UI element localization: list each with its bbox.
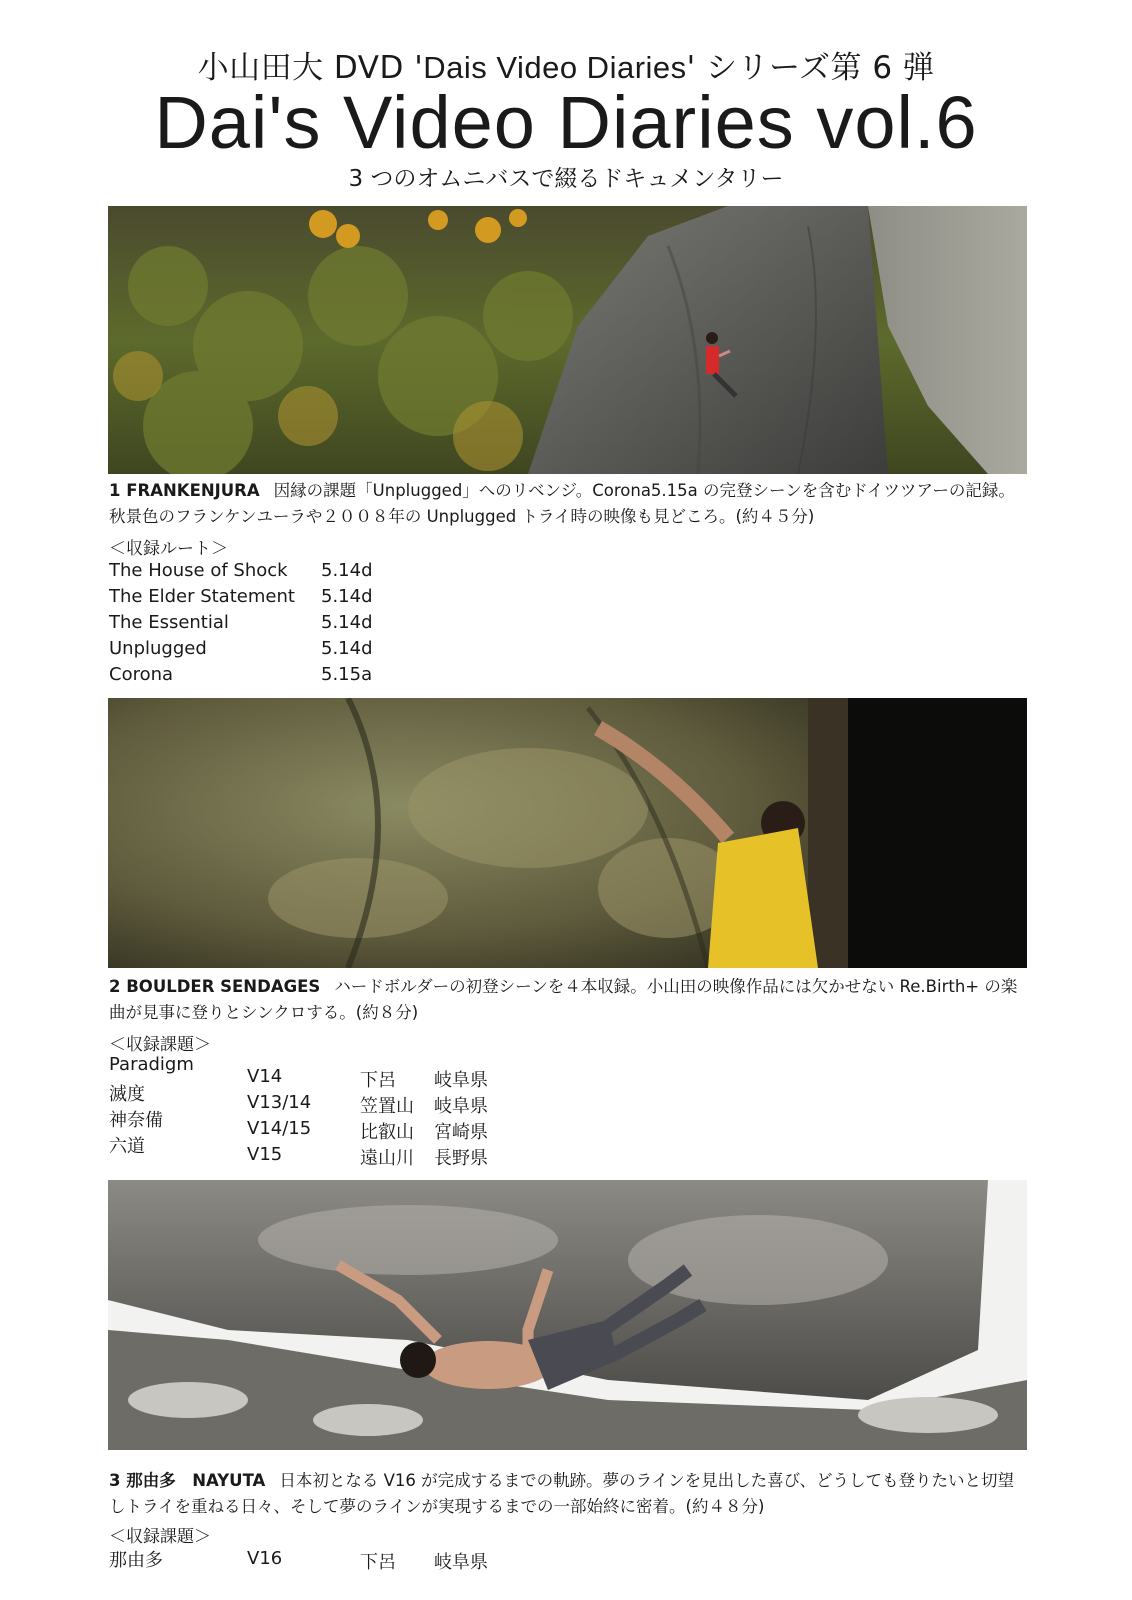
- route-grade: 5.15a: [321, 664, 373, 685]
- problem-name-text: 滅度: [109, 1084, 145, 1105]
- photo-nayuta: [108, 1180, 1027, 1450]
- page-title: Dai's Video Diaries vol.6: [154, 81, 978, 164]
- problem-pref: 宮崎県: [434, 1122, 488, 1143]
- problem-grade: V15: [247, 1144, 283, 1165]
- problem-grade: V13/14: [247, 1092, 312, 1113]
- section-1-list-label: ＜収録ルート＞: [109, 539, 228, 559]
- problem-area: 遠山川: [360, 1148, 414, 1169]
- section-3-description: [109, 1468, 1029, 1520]
- section-2-text: ハードボルダーの初登シーンを４本収録。小山田の映像作品には欠かせない Re.Birth+ の楽曲が見事に登りとシンクロする。(約８分): [109, 977, 1018, 1022]
- problem-grade: V14/15: [247, 1118, 312, 1139]
- photo-frankenjura: [108, 206, 1027, 474]
- problem-area: 下呂: [360, 1552, 396, 1573]
- section-3-heading: 3 那由多 NAYUTA: [109, 1471, 266, 1490]
- route-grade: 5.14d: [321, 560, 373, 581]
- route-name: The House of Shock: [109, 560, 288, 581]
- problem-area: 笠置山: [360, 1096, 414, 1117]
- series-subtitle-prefix: 小山田大 DVD ': [197, 50, 424, 86]
- section-1-description: [109, 478, 1029, 530]
- problem-area: 下呂: [360, 1070, 396, 1091]
- section-2-list-label: ＜収録課題＞: [109, 1035, 211, 1055]
- problem-area: 比叡山: [360, 1122, 414, 1143]
- problem-pref: 岐阜県: [434, 1096, 488, 1117]
- series-subtitle-quoted: Dais Video Diaries: [423, 50, 687, 85]
- section-3-list-label: ＜収録課題＞: [109, 1527, 211, 1547]
- route-grade: 5.14d: [321, 612, 373, 633]
- problem-name-text: 那由多: [109, 1550, 163, 1571]
- route-name: Corona: [109, 664, 174, 685]
- problem-grade: V14: [247, 1066, 283, 1087]
- problem-pref: 岐阜県: [434, 1070, 488, 1091]
- tagline: 3 つのオムニバスで綴るドキュメンタリー: [348, 166, 784, 192]
- problem-pref: 岐阜県: [434, 1552, 488, 1573]
- problem-name-text: 六道: [109, 1136, 145, 1157]
- problem-name-text: Paradigm: [109, 1054, 194, 1075]
- route-grade: 5.14d: [321, 638, 373, 659]
- route-name: The Elder Statement: [109, 586, 295, 607]
- route-name: The Essential: [109, 612, 229, 633]
- section-2-description: [109, 974, 1029, 1026]
- section-1-heading: 1 FRANKENJURA: [109, 481, 260, 500]
- photo-boulder-sendages: [108, 698, 1027, 968]
- problem-grade: V16: [247, 1548, 283, 1569]
- route-grade: 5.14d: [321, 586, 373, 607]
- route-name: Unplugged: [109, 638, 207, 659]
- problem-name-text: 神奈備: [109, 1110, 163, 1131]
- section-3-text: 日本初となる V16 が完成するまでの軌跡。夢のラインを見出した喜び、どうしても登りたいと切望しトライを重ねる日々、そして夢のラインが実現するまでの一部始終に密着。(約４８分): [109, 1471, 1014, 1516]
- section-2-heading: 2 BOULDER SENDAGES: [109, 977, 321, 996]
- series-subtitle-suffix: ' シリーズ第 6 弾: [686, 50, 935, 86]
- section-1-text: 因縁の課題「Unplugged」へのリベンジ。Corona5.15a の完登シーンを含むドイツツアーの記録。秋景色のフランケンユーラや２００８年の Unplugged トライ時の映像も見どころ。(約４５分): [109, 481, 1015, 526]
- problem-pref: 長野県: [434, 1148, 488, 1169]
